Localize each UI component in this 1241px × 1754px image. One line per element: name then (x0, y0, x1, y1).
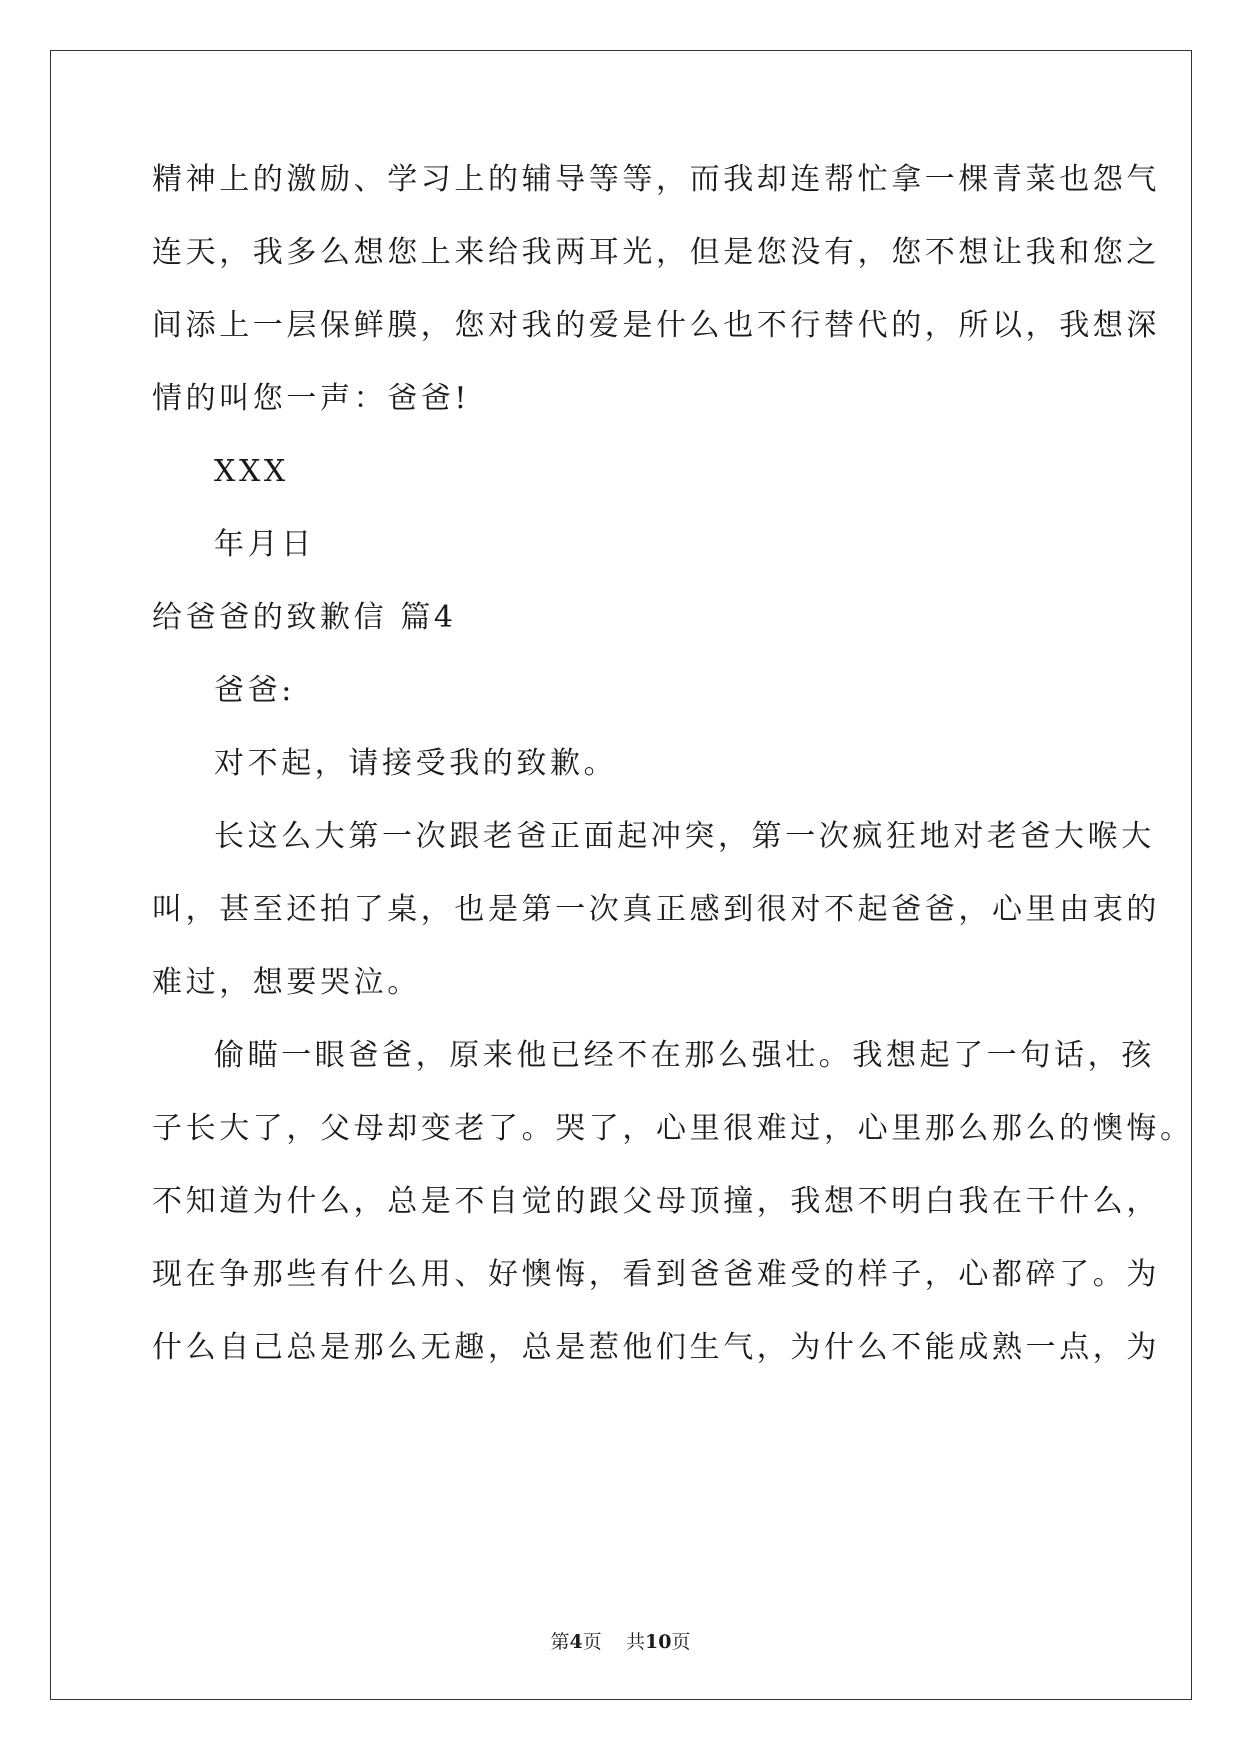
body-line-4: 情的叫您一声：爸爸! (152, 381, 471, 416)
signature-name: XXX (214, 454, 289, 489)
section-heading: 给爸爸的致歉信 篇4 (152, 600, 457, 635)
body-line-14: 子长大了，父母却变老了。哭了，心里很难过，心里那么那么的懊悔。 (152, 1111, 1194, 1146)
body-line-10: 长这么大第一次跟老爸正面起冲突，第一次疯狂地对老爸大喉大 (214, 819, 1155, 854)
body-line-2: 连天，我多么想您上来给我两耳光，但是您没有，您不想让我和您之 (152, 235, 1160, 270)
signature-date: 年月日 (214, 527, 315, 562)
footer-page-prefix: 第 (550, 1631, 570, 1653)
body-line-9: 对不起，请接受我的致歉。 (214, 746, 618, 781)
body-line-15: 不知道为什么，总是不自觉的跟父母顶撞，我想不明白我在干什么， (152, 1184, 1160, 1219)
footer-total-prefix: 共 (625, 1631, 645, 1653)
body-line-3: 间添上一层保鲜膜，您对我的爱是什么也不行替代的，所以，我想深 (152, 308, 1160, 343)
page-border (50, 50, 1192, 1700)
body-line-12: 难过，想要哭泣。 (152, 965, 421, 1000)
body-line-1: 精神上的激励、学习上的辅导等等，而我却连帮忙拿一棵青菜也怨气 (152, 162, 1160, 197)
body-line-13: 偷瞄一眼爸爸，原来他已经不在那么强壮。我想起了一句话，孩 (214, 1038, 1155, 1073)
footer-page-suffix: 页 (582, 1631, 602, 1653)
salutation: 爸爸: (214, 673, 295, 708)
footer-page-number: 4 (569, 1631, 583, 1653)
body-line-17: 什么自己总是那么无趣，总是惹他们生气，为什么不能成熟一点，为 (152, 1330, 1160, 1365)
footer-total-number: 10 (644, 1631, 672, 1653)
body-line-16: 现在争那些有什么用、好懊悔，看到爸爸难受的样子，心都碎了。为 (152, 1257, 1160, 1292)
page-footer (0, 1627, 1241, 1654)
body-line-11: 叫，甚至还拍了桌，也是第一次真正感到很对不起爸爸，心里由衷的 (152, 892, 1160, 927)
footer-total-suffix: 页 (671, 1631, 691, 1653)
